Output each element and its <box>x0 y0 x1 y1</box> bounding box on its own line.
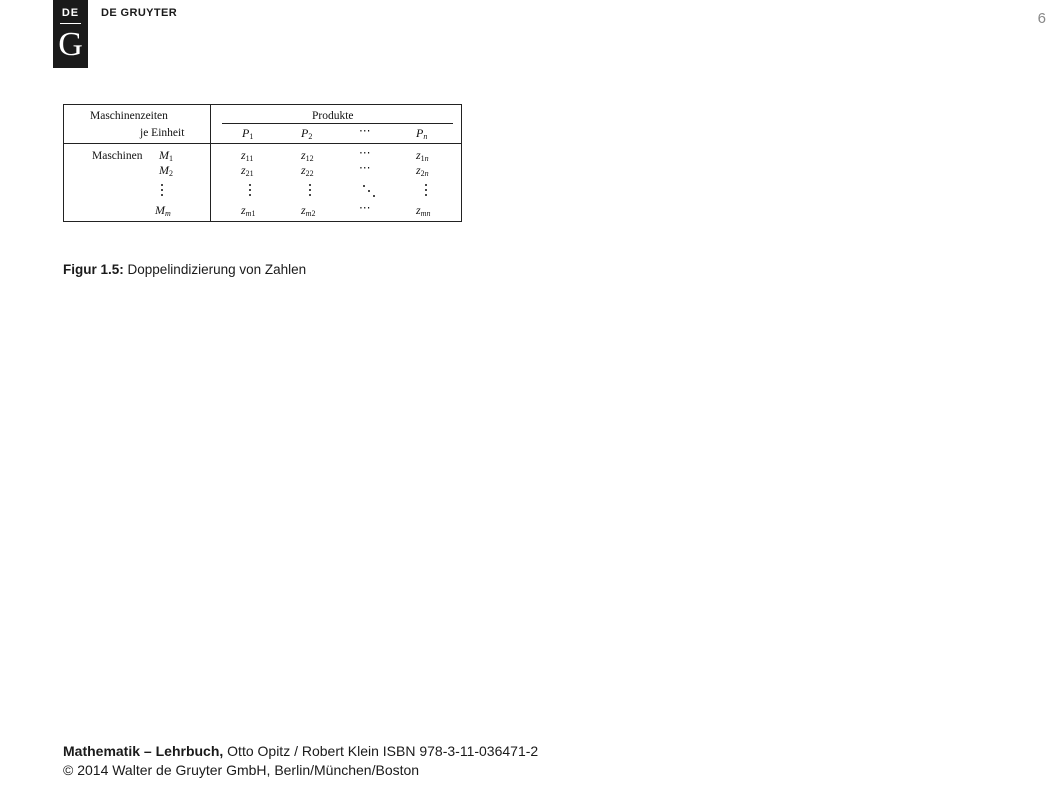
produkte-underline <box>222 123 453 124</box>
machine-label: $M_1$ <box>159 148 173 163</box>
page-number: 6 <box>1037 10 1046 27</box>
caption-text: Doppelindizierung von Zahlen <box>127 262 307 277</box>
header-maschinenzeiten: Maschinenzeiten <box>90 110 168 122</box>
vertical-ellipsis <box>161 184 164 197</box>
column-header: $P_n$ <box>416 126 428 141</box>
figure-caption <box>63 262 306 277</box>
column-header: $P_2$ <box>301 126 313 141</box>
table-cell-ellipsis: ⋯ <box>359 147 371 159</box>
table-cell: $z_{12}$ <box>301 148 314 163</box>
vertical-ellipsis <box>309 184 312 197</box>
diagonal-ellipsis <box>363 185 376 197</box>
book-subtitle: Lehrbuch, <box>155 743 224 759</box>
figure-table <box>63 104 462 222</box>
header-produkte: Produkte <box>312 110 354 122</box>
book-title: Mathematik <box>63 743 141 759</box>
footer-copyright: © 2014 Walter de Gruyter GmbH, Berlin/München/Boston <box>63 762 420 778</box>
table-vertical-rule <box>210 105 211 221</box>
table-cell: $z_{11}$ <box>241 148 254 163</box>
table-cell: $z_{2n}$ <box>416 163 429 178</box>
degruyter-logo <box>53 0 88 68</box>
logo-de-text: DE <box>61 7 80 19</box>
authors-isbn: Otto Opitz / Robert Klein ISBN 978-3-11-036471-2 <box>227 743 539 759</box>
machine-label: $M_2$ <box>159 163 173 178</box>
table-cell: $z_{21}$ <box>241 163 254 178</box>
column-header-ellipsis: ⋯ <box>359 125 371 137</box>
table-cell: $z_{22}$ <box>301 163 314 178</box>
footer <box>63 742 538 780</box>
logo-rule <box>60 23 81 24</box>
vertical-ellipsis <box>249 184 252 197</box>
table-header-rule <box>64 143 461 144</box>
table-cell: $z_{m2}$ <box>301 203 316 218</box>
caption-label: Figur 1.5: <box>63 262 124 277</box>
table-cell: $z_{mn}$ <box>416 203 431 218</box>
table-cell-ellipsis: ⋯ <box>359 162 371 174</box>
logo-g-letter: G <box>58 26 83 63</box>
brand-name: DE GRUYTER <box>101 7 178 19</box>
footer-line-1 <box>63 742 538 761</box>
header-je-einheit: je Einheit <box>140 127 185 139</box>
table-cell-ellipsis: ⋯ <box>359 202 371 214</box>
table-cell: $z_{1n}$ <box>416 148 429 163</box>
machine-label: $M_m$ <box>155 203 171 218</box>
row-label-maschinen: Maschinen <box>92 150 143 162</box>
vertical-ellipsis <box>425 184 428 197</box>
column-header: $P_1$ <box>242 126 254 141</box>
table-cell: $z_{m1}$ <box>241 203 256 218</box>
title-dash: – <box>140 743 156 759</box>
